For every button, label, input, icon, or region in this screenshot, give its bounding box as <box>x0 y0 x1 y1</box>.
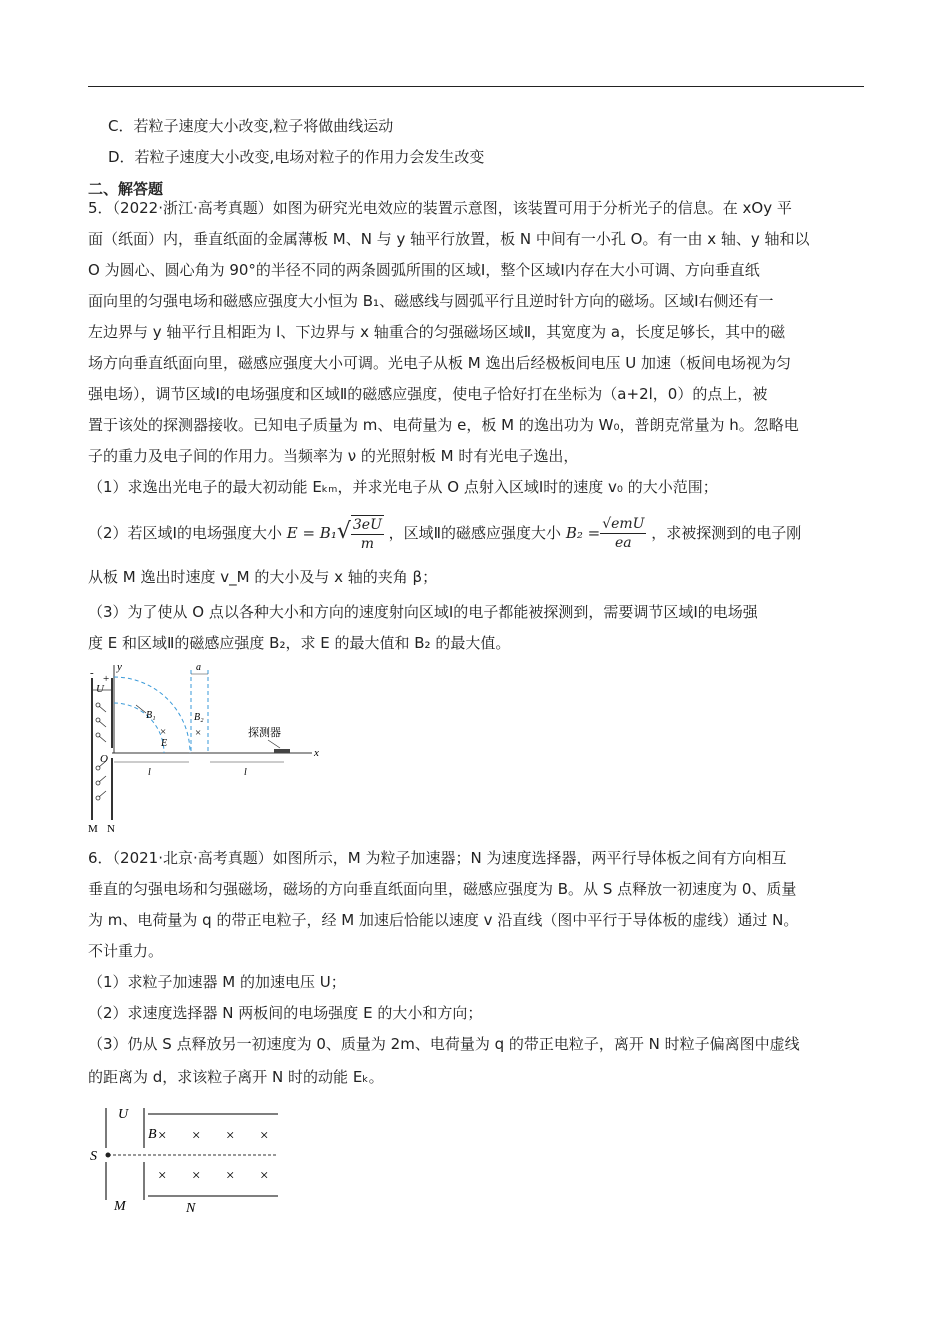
q5-line: 置于该处的探测器接收。已知电子质量为 m、电荷量为 e，板 M 的逸出功为 W₀，普朗克常量为 h。忽略电 <box>88 416 799 434</box>
q5-sub2-text-c: ，求被探测到的电子刚 <box>651 524 802 542</box>
label-l1: l <box>148 767 151 778</box>
q6-line: （2）求速度选择器 N 两板间的电场强度 E 的大小和方向； <box>88 1004 483 1022</box>
section-title: 二、解答题 <box>88 180 164 198</box>
label-m: M <box>88 823 98 835</box>
b2-frac-denominator: ea <box>615 535 632 551</box>
q5-figure <box>84 660 324 838</box>
q6-line: 的距离为 d，求该粒子离开 N 时的动能 Eₖ。 <box>88 1068 384 1086</box>
q6-line: 为 m、电荷量为 q 的带正电粒子，经 M 加速后恰能以速度 v 沿直线（图中平行于导体板的虚线）通过 N。 <box>88 911 799 929</box>
cross: × <box>192 1128 201 1144</box>
point-s <box>106 1153 111 1158</box>
sqrt-sign: √ <box>336 519 351 544</box>
magnetic-field-crosses <box>158 1128 268 1184</box>
origin-label: O <box>100 753 108 765</box>
inner-arc <box>114 703 167 753</box>
detector-label: 探测器 <box>248 727 281 739</box>
q5-sub2 <box>88 512 801 552</box>
cross: × <box>260 1128 269 1144</box>
cross: × <box>226 1128 235 1144</box>
label-u: U <box>96 683 104 695</box>
label-e: E <box>161 738 168 749</box>
q6-line: 垂直的匀强电场和匀强磁场，磁场的方向垂直纸面向里，磁感应强度为 B。从 S 点释放一初速度为 0、质量 <box>88 880 797 898</box>
q5-sub3-line: 度 E 和区域Ⅱ的磁感应强度 B₂，求 E 的最大值和 B₂ 的最大值。 <box>88 634 511 652</box>
b2-formula-fraction <box>600 515 646 552</box>
q6-line: 不计重力。 <box>88 942 164 960</box>
cross-region2: × <box>195 727 202 739</box>
b2-formula-lhs: B₂ = <box>565 524 601 542</box>
e-formula-lhs: E = B₁ <box>286 524 337 542</box>
label-a: a <box>196 662 201 673</box>
cross: × <box>260 1168 269 1184</box>
e-frac-numerator: 3eU <box>352 516 382 533</box>
q5-line: 场方向垂直纸面向里，磁感应强度大小可调。光电子从板 M 逸出后经极板间电压 U 加速（板间电场视为匀 <box>88 354 791 372</box>
q5-line: 5．（2022·浙江·高考真题）如图为研究光电效应的装置示意图，该装置可用于分析光子的信息。在 xOy 平 <box>88 199 792 217</box>
y-axis-label: y <box>117 661 122 673</box>
cross: × <box>158 1168 167 1184</box>
q5-line: 强电场），调节区域Ⅰ的电场强度和区域Ⅱ的磁感应强度，使电子恰好打在坐标为（a+2l，0）的点上，被 <box>88 385 768 403</box>
q5-line: 左边界与 y 轴平行且相距为 l、下边界与 x 轴重合的匀强磁场区域Ⅱ，其宽度为 a，长度足够长，其中的磁 <box>88 323 786 341</box>
e-formula-fraction <box>351 515 384 553</box>
label-b1: B₁ <box>146 710 156 721</box>
cross: × <box>158 1128 167 1144</box>
q6-figure <box>86 1100 286 1218</box>
q5-sub3-line: （3）为了使从 O 点以各种大小和方向的速度射向区域Ⅰ的电子都能被探测到，需要调节区域Ⅰ的电场强 <box>88 603 758 621</box>
minus-sign: - <box>90 667 94 679</box>
electron-markers <box>96 703 106 800</box>
q5-sub2-cont: 从板 M 逸出时速度 v_M 的大小及与 x 轴的夹角 β； <box>88 568 438 586</box>
label-m: M <box>114 1199 126 1214</box>
q6-line: （3）仍从 S 点释放另一初速度为 0、质量为 2m、电荷量为 q 的带正电粒子，离开 N 时粒子偏离图中虚线 <box>88 1035 800 1053</box>
label-n: N <box>107 823 115 835</box>
option-d: D．若粒子速度大小改变,电场对粒子的作用力会发生改变 <box>108 148 485 166</box>
label-l2: l <box>244 767 247 778</box>
detector <box>274 749 290 753</box>
plus-sign: + <box>103 673 110 685</box>
q5-line: 面（纸面）内，垂直纸面的金属薄板 M、N 与 y 轴平行放置，板 N 中间有一小孔 O。有一由 x 轴、y 轴和以 <box>88 230 810 248</box>
q5-sub1: （1）求逸出光电子的最大初动能 Eₖₘ，并求光电子从 O 点射入区域Ⅰ时的速度 v₀ 的大小范围； <box>88 478 718 496</box>
cross: × <box>226 1168 235 1184</box>
q5-line: 子的重力及电子间的作用力。当频率为 ν 的光照射板 M 时有光电子逸出， <box>88 447 579 465</box>
q5-sub2-text-a: （2）若区域Ⅰ的电场强度大小 <box>88 524 282 542</box>
q6-line: 6．（2021·北京·高考真题）如图所示，M 为粒子加速器；N 为速度选择器，两平行导体板之间有方向相互 <box>88 849 787 867</box>
label-u: U <box>118 1107 129 1122</box>
q5-sub2-text-b: ，区域Ⅱ的磁感应强度大小 <box>388 524 562 542</box>
cross: × <box>192 1168 201 1184</box>
q5-line: O 为圆心、圆心角为 90°的半径不同的两条圆弧所围的区域Ⅰ，整个区域Ⅰ内存在大小可调、方向垂直纸 <box>88 261 760 279</box>
detector-pointer <box>268 740 280 748</box>
label-b2: B₂ <box>194 712 204 723</box>
x-axis-label: x <box>314 747 319 759</box>
option-c: C．若粒子速度大小改变,粒子将做曲线运动 <box>108 117 394 135</box>
label-s: S <box>90 1149 97 1164</box>
header-rule <box>88 86 864 87</box>
label-n: N <box>186 1201 196 1216</box>
b2-frac-numerator: √emU <box>602 516 645 532</box>
q5-line: 面向里的匀强电场和磁感应强度大小恒为 B₁、磁感线与圆弧平行且逆时针方向的磁场。区域Ⅰ右侧还有一 <box>88 292 774 310</box>
q6-line: （1）求粒子加速器 M 的加速电压 U； <box>88 973 346 991</box>
cross-region1: × <box>160 726 167 738</box>
label-b: B <box>148 1127 157 1142</box>
e-frac-denominator: m <box>360 535 375 552</box>
